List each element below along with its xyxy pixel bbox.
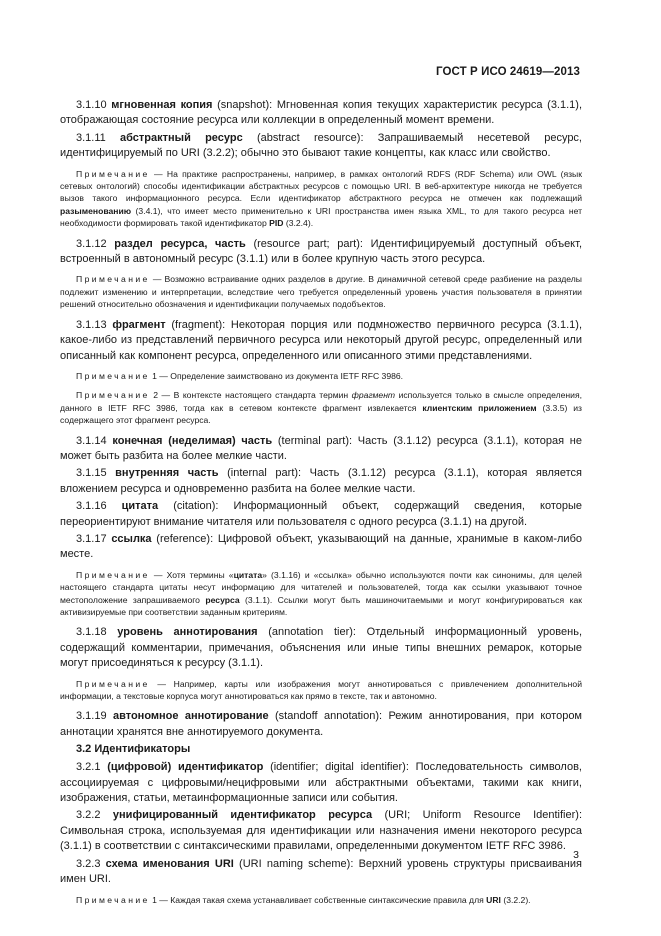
note-text: (3.2.4). (283, 218, 314, 229)
definition-text: (fragment): Некоторая порция или подмножество первичного ресурса (3.1.1), какое-либо из представлений первичного ресурса или некоторый другой ресурс, определенный или описанный как компонент ресурса, определенного или описанного этими представлениями. (60, 318, 582, 362)
term-number: 3.2.2 (76, 809, 101, 822)
definition-3-1-11 (60, 131, 582, 162)
term-number: 3.1.10 (76, 99, 107, 111)
definition-3-1-18 (60, 625, 582, 671)
definition-text: (resource part; part): Идентифицируемый доступный объект, встроенный в автономный ресурс (3.1.1) или в более крупную часть этого ресурса. (60, 237, 582, 266)
definition-text: (terminal part): Часть (3.1.12) ресурса (3.1.1), которая не может быть разбита на более мелкие части. (60, 434, 582, 462)
definition-text: (reference): Цифровой объект, указывающий на данные, хранимые в каком-либо месте. (60, 532, 582, 561)
note-label: Примечание (76, 678, 150, 689)
note-term: фрагмент (351, 390, 396, 401)
term-number: 3.2.3 (76, 857, 101, 870)
note-text: — Возможно встраивание одних разделов в другие. В динамичной сетевой среде разбиение на разделы подлежит изменению и интерпретации, вследствие чего требуется определенный уровень участия пользователя в принятии решений относительно обозначения и идентификации получаемых подобъектов. (60, 274, 582, 310)
term-number: 3.1.11 (76, 131, 106, 144)
term: мгновенная копия (111, 99, 213, 111)
section-heading: 3.2 Идентификаторы (76, 743, 191, 756)
note-3-1-12 (60, 273, 582, 310)
note-text: » (3.1.16) и «ссылка» обычно используются почти как синонимы, для целей настоящего стандарта цитаты несут информацию для читателей и пользователей, тогда как ссылки указывают точное местоположение запрашиваемого (60, 569, 582, 605)
term-number: 3.2.1 (76, 761, 101, 774)
definition-text: (URI naming scheme): Верхний уровень структуры присваивания имен URI. (60, 857, 582, 886)
term-number: 3.1.17 (76, 532, 107, 545)
definition-text: (URI; Uniform Resource Identifier): Символьная строка, используемая для идентификации или назначения имени некоторого ресурса (3.1.1) в соответствии с синтаксическими правилами, определенными документом IETF RFC 3986. (60, 809, 582, 853)
term-number: 3.1.12 (76, 237, 107, 250)
note-term: ресурса (205, 594, 240, 605)
definition-3-1-12 (60, 237, 582, 268)
term: схема именования URI (105, 857, 234, 870)
note-3-1-18 (60, 678, 582, 703)
definition-text: (abstract resource): Запрашиваемый несетевой ресурс, идентифицируемый по URI (3.2.2); обычно это бывают такие концепты, как класс или свойство. (60, 131, 582, 160)
term-number: 3.1.14 (76, 434, 107, 447)
note-text: — Хотя термины « (149, 569, 234, 580)
term: фрагмент (112, 318, 166, 331)
term-number: 3.1.18 (76, 626, 107, 639)
definition-text: (snapshot): Мгновенная копия текущих характеристик ресурса (3.1.1), отображающая состояние ресурса или коллекции в определенный момент времени. (60, 99, 582, 127)
term: ссылка (111, 532, 152, 545)
note-label: Примечание (76, 274, 150, 285)
note-3-1-17 (60, 569, 582, 619)
term-number: 3.1.19 (76, 710, 107, 723)
definition-text: (citation): Информационный объект, содержащий сведения, которые переориентируют внимание читателя или пользователя с одного ресурса (3.1.1) на другой. (60, 500, 582, 528)
definition-text: (internal part): Часть (3.1.12) ресурса (3.1.1), которая является вложением ресурса и одновременно разбита на более мелкие части. (60, 467, 582, 495)
term-number: 3.1.16 (76, 500, 107, 513)
term: унифицированный идентификатор ресурса (112, 809, 373, 822)
definition-3-1-14 (60, 434, 582, 465)
note-text: — На практике распространены, например, в рамках онтологий RDFS (RDF Schema) или OWL (язык сетевых онтологий) способы идентификации абстрактных ресурсов с помощью URI. В веб-архитектуре никогда не требуется вызов такого информационного ресурса. Если идентификатор абстрактного ресурса не отмечен как подлежащий (60, 168, 582, 204)
document-header: ГОСТ Р ИСО 24619—2013 (435, 66, 580, 78)
note-label: Примечание (76, 894, 150, 905)
note-text: (3.1.1). Ссылки могут быть машиночитаемыми и могут конфигурироваться как активизируемые при соответствии заданным критериям. (60, 594, 582, 617)
note-text: используется только в смысле определения, данного в IETF RFC 3986, тогда как в сетевом контексте фрагмент извлекается (60, 390, 582, 413)
definition-text: (identifier; digital identifier): Последовательность символов, ассоциируемая с цифровыми/нецифровыми или абстрактными объектами, такими как книги, изображения, статьи, метаинформационные записи или события. (60, 761, 582, 805)
term: цитата (121, 500, 159, 513)
note-3-1-13-2 (60, 389, 582, 426)
term: (цифровой) идентификатор (107, 761, 264, 774)
term: внутренняя часть (115, 467, 219, 480)
note-term: клиентским приложением (422, 402, 537, 413)
definition-3-1-15 (60, 466, 582, 497)
term-number: 3.1.13 (76, 318, 107, 331)
note-3-1-13-1 (60, 370, 582, 382)
definition-text: (standoff annotation): Режим аннотирования, при котором аннотации хранятся вне аннотируемого документа. (60, 710, 582, 738)
definition-3-1-17 (60, 532, 582, 563)
definition-3-1-16 (60, 499, 582, 530)
definition-text: (annotation tier): Отдельный информационный уровень, содержащий комментарии, примечания, объяснения или иные типы внешних ремарок, которые могут присоединяться к ресурсу (3.1.1). (60, 626, 582, 670)
note-text: 1 — Определение заимствовано из документа IETF RFC 3986. (149, 370, 404, 381)
note-label: Примечание (76, 370, 150, 381)
definition-3-2-1 (60, 760, 582, 806)
note-term: разыменованию (60, 205, 132, 216)
term: абстрактный ресурс (120, 131, 243, 144)
definition-3-1-13 (60, 318, 582, 364)
document-body (60, 98, 582, 913)
term: конечная (неделимая) часть (112, 434, 273, 447)
note-text: 2 — В контексте настоящего стандарта термин (149, 390, 352, 401)
note-3-2-3 (60, 894, 582, 906)
note-term: PID (269, 218, 284, 229)
definition-3-2-3 (60, 857, 582, 888)
note-text: (3.2.2). (500, 894, 531, 905)
definition-3-1-10 (60, 98, 582, 129)
definition-3-1-19 (60, 709, 582, 740)
definition-3-2-2 (60, 808, 582, 854)
term-number: 3.1.15 (76, 467, 107, 480)
note-text: (3.3.5) из содержащего этот фрагмент ресурса. (60, 402, 582, 426)
note-term: URI (486, 894, 501, 905)
note-text: (3.4.1), что имеет место применительно к URI пространства имен языка XML, то для такого ресурса нет необходимости формировать такой идентификатор (60, 205, 582, 229)
note-label: Примечание (76, 168, 150, 179)
note-term: цитата (233, 569, 263, 580)
note-text: 1 — Каждая такая схема устанавливает собственные синтаксические правила для (149, 894, 487, 905)
term: раздел ресурса, часть (114, 237, 246, 250)
page-number: 3 (573, 849, 579, 861)
term: автономное аннотирование (112, 710, 269, 723)
note-label: Примечание (76, 390, 150, 401)
note-text: — Например, карты или изображения могут аннотироваться с привлечением дополнительной информации, а текстовые корпуса могут аннотироваться как прямо в тексте, так и автономно. (60, 678, 582, 702)
note-label: Примечание (76, 569, 150, 580)
term: уровень аннотирования (117, 626, 258, 639)
note-3-1-11 (60, 168, 582, 230)
